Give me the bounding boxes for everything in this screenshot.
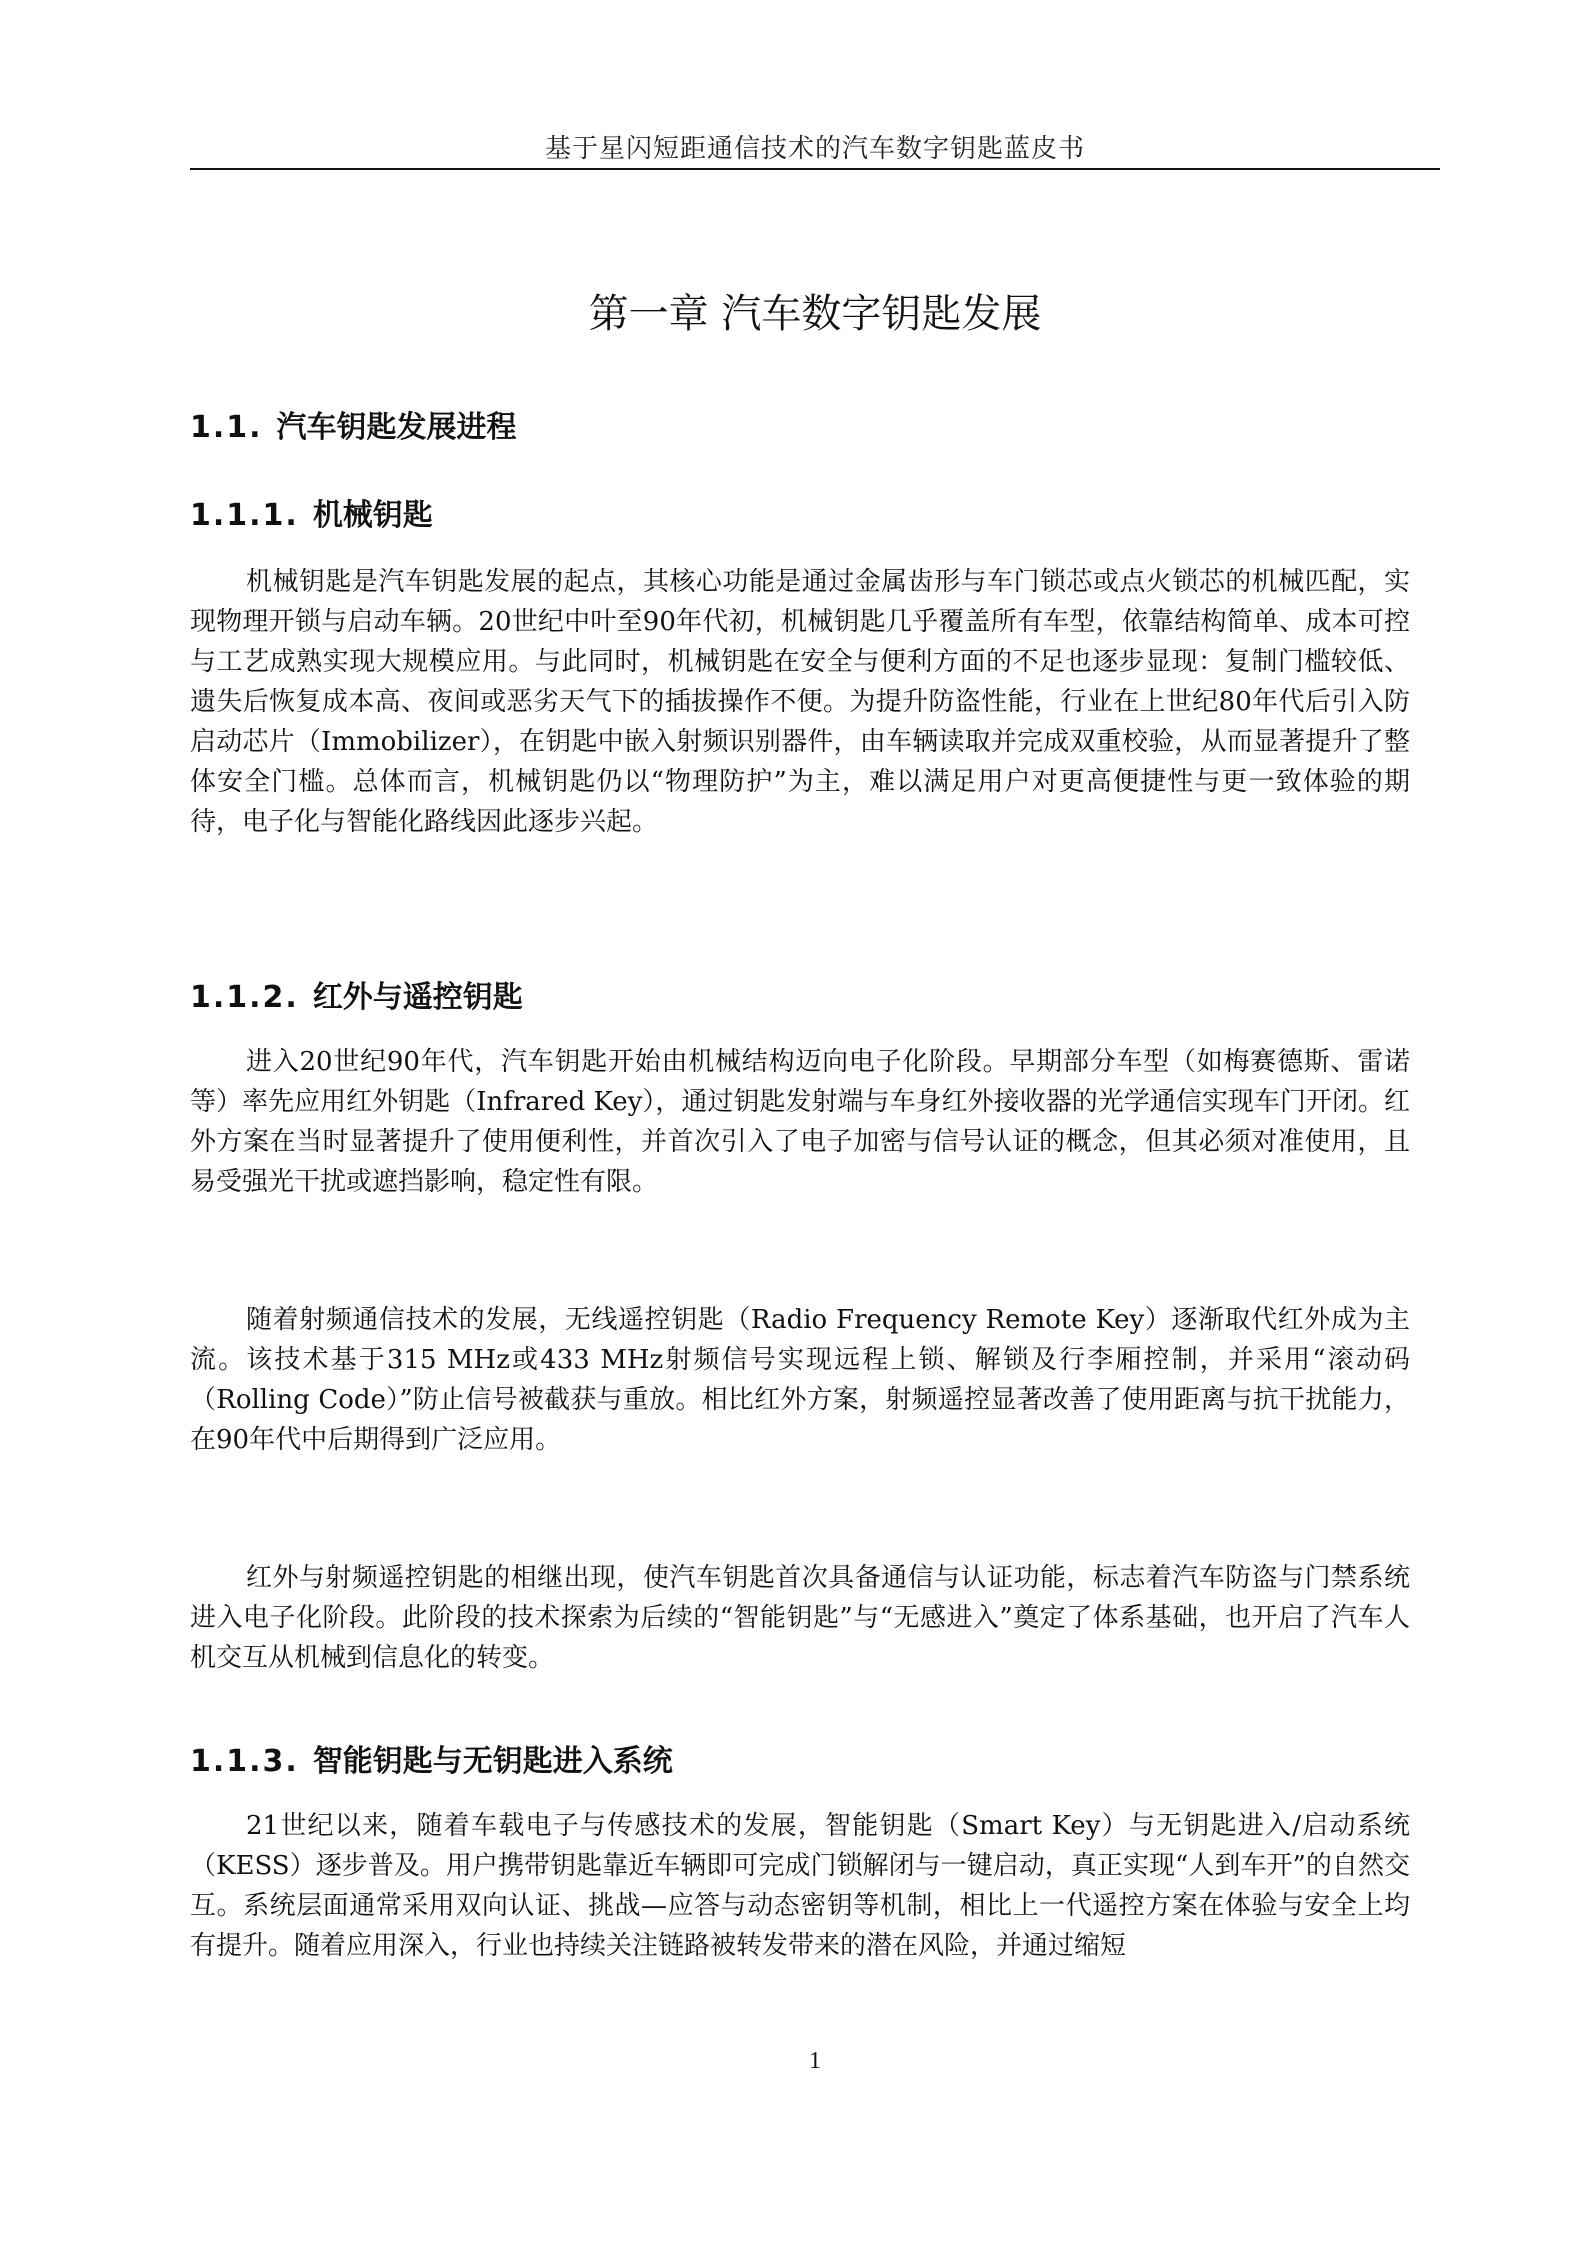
running-header: 基于星闪短距通信技术的汽车数字钥匙蓝皮书	[544, 134, 1085, 164]
section-heading-1-1-3	[190, 1736, 673, 1780]
paragraph-electronic-stage: 红外与射频遥控钥匙的相继出现，使汽车钥匙首次具备通信与认证功能，标志着汽车防盗与门禁系统进入电子化阶段。此阶段的技术探索为后续的“智能钥匙”与“无感进入”奠定了体系基础，也开启了汽车人机交互从机械到信息化的转变。	[190, 1563, 1410, 1673]
paragraph-infrared-key: 进入20世纪90年代，汽车钥匙开始由机械结构迈向电子化阶段。早期部分车型（如梅赛德斯、雷诺等）率先应用红外钥匙（Infrared Key），通过钥匙发射端与车身红外接收器的光学通信实现车门开闭。红外方案在当时显著提升了使用便利性，并首次引入了电子加密与信号认证的概念，但其必须对准使用，且易受强光干扰或遮挡影响，稳定性有限。	[190, 1047, 1410, 1197]
section-title: 汽车钥匙发展进程	[276, 410, 517, 445]
section-title: 红外与遥控钥匙	[312, 980, 523, 1015]
section-number: 1.1.2.	[190, 980, 299, 1015]
header-divider	[190, 168, 1440, 170]
section-heading-1-1	[190, 402, 517, 446]
section-heading-1-1-2	[190, 972, 523, 1016]
section-number: 1.1.	[190, 410, 263, 445]
section-heading-1-1-1	[190, 490, 433, 534]
section-number: 1.1.3.	[190, 1744, 299, 1779]
paragraph-smart-key: 21世纪以来，随着车载电子与传感技术的发展，智能钥匙（Smart Key）与无钥匙进入/启动系统（KESS）逐步普及。用户携带钥匙靠近车辆即可完成门锁解闭与一键启动，真正实现“人到车开”的自然交互。系统层面通常采用双向认证、挑战—应答与动态密钥等机制，相比上一代遥控方案在体验与安全上均有提升。随着应用深入，行业也持续关注链路被转发带来的潜在风险，并通过缩短	[190, 1811, 1410, 1961]
chapter-title: 第一章 汽车数字钥匙发展	[588, 291, 1042, 337]
section-title: 智能钥匙与无钥匙进入系统	[312, 1744, 673, 1779]
paragraph-rf-remote-key: 随着射频通信技术的发展，无线遥控钥匙（Radio Frequency Remote Key）逐渐取代红外成为主流。该技术基于315 MHz或433 MHz射频信号实现远程上锁、解锁及行李厢控制，并采用“滚动码（Rolling Code）”防止信号被截获与重放。相比红外方案，射频遥控显著改善了使用距离与抗干扰能力，在90年代中后期得到广泛应用。	[190, 1305, 1410, 1455]
section-title: 机械钥匙	[312, 498, 433, 533]
page-number: 1	[809, 2048, 821, 2074]
section-number: 1.1.1.	[190, 498, 299, 533]
paragraph-mechanical-key: 机械钥匙是汽车钥匙发展的起点，其核心功能是通过金属齿形与车门锁芯或点火锁芯的机械匹配，实现物理开锁与启动车辆。20世纪中叶至90年代初，机械钥匙几乎覆盖所有车型，依靠结构简单、成本可控与工艺成熟实现大规模应用。与此同时，机械钥匙在安全与便利方面的不足也逐步显现：复制门槛较低、遗失后恢复成本高、夜间或恶劣天气下的插拔操作不便。为提升防盗性能，行业在上世纪80年代后引入防启动芯片（Immobilizer），在钥匙中嵌入射频识别器件，由车辆读取并完成双重校验，从而显著提升了整体安全门槛。总体而言，机械钥匙仍以“物理防护”为主，难以满足用户对更高便捷性与更一致体验的期待，电子化与智能化路线因此逐步兴起。	[190, 567, 1410, 837]
